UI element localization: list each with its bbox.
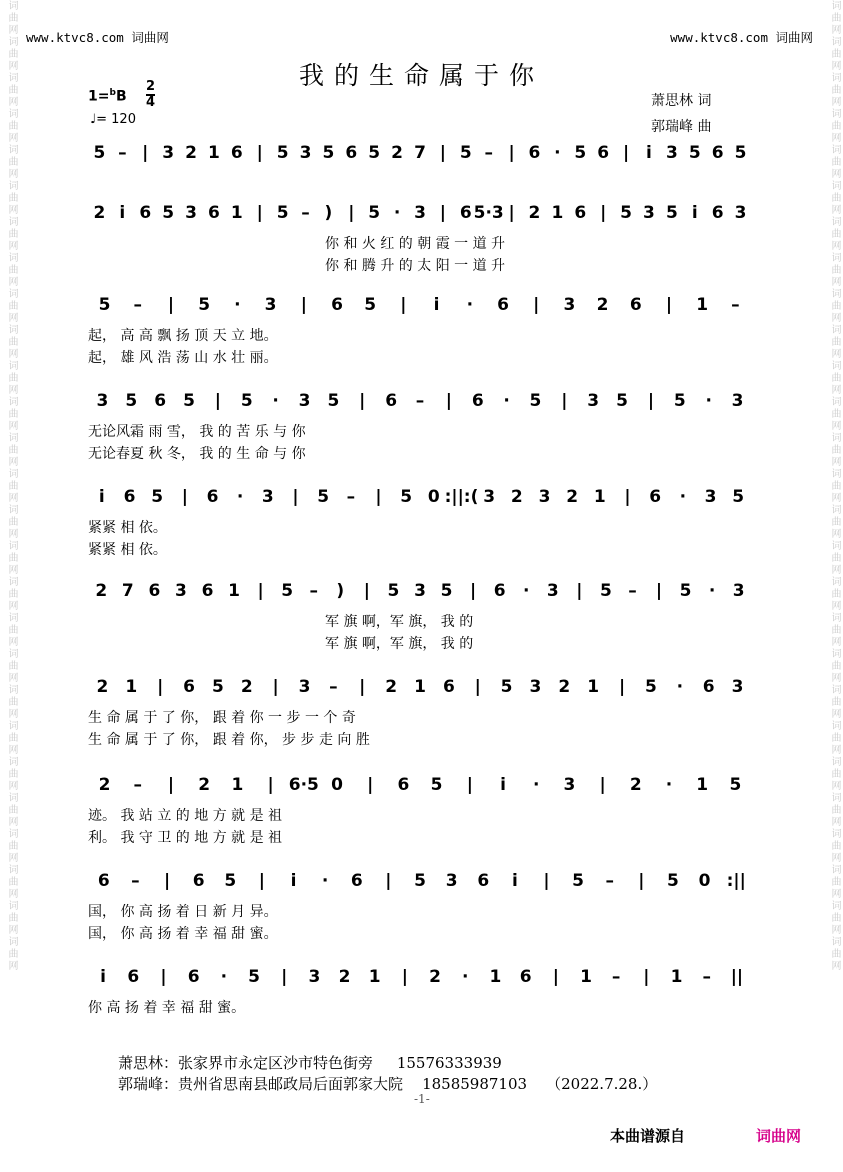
bar-line: |	[292, 487, 299, 507]
note: 1	[231, 775, 244, 795]
bar-line: |	[599, 775, 606, 795]
site-url-left[interactable]: www.ktvc8.com 词曲网	[26, 30, 169, 45]
note: )	[324, 203, 333, 223]
note: 1	[587, 677, 600, 697]
note: 5	[198, 295, 211, 315]
note: i	[98, 487, 105, 507]
note: i	[511, 871, 518, 891]
note: ·	[503, 391, 510, 411]
note: 5	[322, 143, 335, 163]
bar-line: |	[363, 581, 370, 601]
bar-line: |	[267, 775, 274, 795]
bar-line: |	[385, 871, 392, 891]
note: 5·3	[473, 203, 504, 223]
lyric-line: 军 旗 啊，军 旗， 我 的	[325, 636, 474, 652]
note: 1	[489, 967, 502, 987]
bar-line: |	[543, 871, 550, 891]
bar-line: |	[257, 581, 264, 601]
note: ·	[234, 295, 241, 315]
note: –	[415, 391, 425, 411]
bar-line: |	[167, 295, 175, 315]
bar-line: |	[638, 871, 645, 891]
note: 6	[201, 581, 214, 601]
note: 2	[558, 677, 571, 697]
note: 5	[248, 967, 260, 987]
note: 2	[96, 677, 109, 697]
note: 3	[731, 391, 744, 411]
note: 5	[281, 581, 294, 601]
note: 3	[445, 871, 458, 891]
note: 5	[500, 677, 513, 697]
note: 6	[208, 203, 220, 223]
bar-line: |	[160, 967, 167, 987]
note: 5	[276, 143, 289, 163]
note: 2	[93, 203, 106, 223]
note: 3	[261, 487, 274, 507]
note: –	[611, 967, 621, 987]
note: 6	[493, 581, 506, 601]
note: 3	[704, 487, 717, 507]
note: 5	[240, 391, 253, 411]
note: 5	[125, 391, 138, 411]
contact-lyricist: 萧思林：张家界市永定区沙市特色街旁 15576333939	[118, 1054, 502, 1072]
bar-line: |	[643, 967, 650, 987]
bar-line: |	[618, 677, 626, 697]
bar-line: |	[624, 487, 631, 507]
note: 6	[649, 487, 662, 507]
note: 5	[667, 871, 679, 891]
note: 2	[95, 581, 108, 601]
note: ·	[272, 391, 279, 411]
note: 0	[698, 871, 711, 891]
note: 2	[596, 295, 609, 315]
note: ·	[679, 487, 687, 507]
note: –	[484, 143, 493, 163]
lyric-line: 迹。 我 站 立 的 地 方 就 是 祖	[88, 808, 283, 824]
bar-line: |	[359, 677, 366, 697]
note: 3	[96, 391, 109, 411]
note: 2	[510, 487, 523, 507]
note: i	[119, 203, 126, 223]
quarter-note-icon: ♩	[90, 112, 97, 127]
lyric-line: 紧紧 相 依。	[88, 542, 167, 558]
note: 2	[385, 677, 398, 697]
page-number: -1-	[414, 1092, 430, 1106]
note: i	[646, 143, 652, 163]
note: 3	[734, 203, 747, 223]
note: 5	[616, 391, 629, 411]
note: 3	[587, 391, 600, 411]
note: i	[691, 203, 698, 223]
note: ·	[236, 487, 244, 507]
note: 6	[127, 967, 140, 987]
bar-line: |	[181, 487, 188, 507]
lyric-line: 国， 你 高 扬 着 幸 福 甜 蜜。	[88, 926, 278, 942]
contact-composer: 郭瑞峰：贵州省思南县邮政局后面郭家大院 18585987103 （2022.7.28.）	[118, 1075, 658, 1093]
composer-credit: 郭瑞峰 曲	[651, 119, 712, 135]
bar-line: |	[367, 775, 374, 795]
note: ·	[532, 775, 540, 795]
note: ·	[393, 203, 401, 223]
note: –	[346, 487, 356, 507]
note: ·	[676, 677, 684, 697]
lyric-line: 起， 雄 风 浩 荡 山 水 壮 丽。	[88, 350, 278, 366]
note: –	[131, 871, 140, 891]
bar-line: |	[167, 775, 175, 795]
note: –	[309, 581, 319, 601]
lyric-line: 国， 你 高 扬 着 日 新 月 异。	[88, 904, 278, 920]
note: 3	[643, 203, 655, 223]
lyric-line: 你 和 腾 升 的 太 阳 一 道 升	[325, 258, 506, 274]
note: 2	[391, 143, 404, 163]
note: –	[133, 295, 143, 315]
note: –	[118, 143, 127, 163]
bar-line: |	[214, 391, 222, 411]
note: 5	[368, 203, 381, 223]
bar-line: |	[600, 203, 607, 223]
note: 3	[308, 967, 321, 987]
note: 5	[572, 871, 585, 891]
lyric-line: 你 高 扬 着 幸 福 甜 蜜。	[88, 1000, 246, 1016]
bar-line: |	[163, 871, 171, 891]
note: 3	[732, 581, 745, 601]
note: 1	[368, 967, 381, 987]
bar-line: |	[561, 391, 568, 411]
note: 3	[665, 143, 678, 163]
note: 3	[731, 677, 744, 697]
note: 1	[696, 295, 709, 315]
bar-line: |	[647, 391, 655, 411]
note: 3	[298, 677, 311, 697]
note: 5	[440, 581, 453, 601]
note: i	[500, 775, 506, 795]
note: 5	[414, 871, 426, 891]
note: i	[433, 295, 440, 315]
note: 1	[230, 203, 243, 223]
note: 5	[151, 487, 164, 507]
note: 5	[679, 581, 692, 601]
note: 5	[400, 487, 413, 507]
note: 5	[224, 871, 237, 891]
bar-line: |	[508, 143, 515, 163]
note: 3	[264, 295, 277, 315]
note: 6	[459, 203, 472, 223]
note: –	[133, 775, 143, 795]
note: 1	[414, 677, 426, 697]
note: 3	[185, 203, 197, 223]
lyric-line: 生 命 属 于 了 你， 跟 着 你， 步 步 走 向 胜	[88, 732, 370, 748]
note: 5	[327, 391, 340, 411]
note: 5	[430, 775, 443, 795]
note: 5	[183, 391, 195, 411]
note: –	[329, 677, 338, 697]
note: 3	[414, 203, 426, 223]
bar-line: :||:(	[444, 487, 479, 507]
note: 3	[299, 143, 312, 163]
note: 6	[345, 143, 358, 163]
note: 6	[331, 295, 343, 315]
site-url-right[interactable]: www.ktvc8.com 词曲网	[670, 30, 813, 45]
bar-line: |	[272, 677, 279, 697]
note: ·	[554, 143, 561, 163]
note: 5	[599, 581, 612, 601]
lyricist-credit: 萧思林 词	[651, 93, 712, 109]
bar-line: |	[466, 775, 473, 795]
bar-line: |	[470, 581, 477, 601]
note: 2	[429, 967, 442, 987]
note: 5	[162, 203, 175, 223]
lyric-line: 无论风霜 雨 雪， 我 的 苦 乐 与 你	[88, 424, 306, 440]
note: 6	[574, 203, 587, 223]
bar-line: |	[375, 487, 382, 507]
lyric-line: 无论春夏 秋 冬， 我 的 生 命 与 你	[88, 446, 306, 462]
note: 6	[385, 391, 398, 411]
note: 2	[566, 487, 579, 507]
note: 6	[154, 391, 167, 411]
note: 6	[711, 203, 724, 223]
bar-line: |	[474, 677, 481, 697]
note: 1	[696, 775, 709, 795]
note: ·	[466, 295, 474, 315]
note: 0	[331, 775, 343, 795]
note: 5	[732, 487, 745, 507]
bar-line: :||	[726, 871, 746, 891]
song-title: 我的生命属于你	[298, 61, 544, 90]
note: 3	[298, 391, 311, 411]
note: 6	[230, 143, 243, 163]
lyric-line: 紧紧 相 依。	[88, 520, 167, 536]
bar-line: |	[281, 967, 288, 987]
note: 3	[529, 677, 542, 697]
note: 1	[208, 143, 220, 163]
note: 2	[338, 967, 351, 987]
bar-line: |	[401, 967, 409, 987]
bar-line: |	[655, 581, 663, 601]
note: 6	[187, 967, 200, 987]
note: i	[290, 871, 297, 891]
note: 6·5	[288, 775, 319, 795]
bar-line: |	[256, 203, 263, 223]
note: 5	[665, 203, 678, 223]
note: 7	[121, 581, 134, 601]
note: 3	[162, 143, 175, 163]
note: 6	[206, 487, 219, 507]
note: 2	[98, 775, 111, 795]
note: 6	[477, 871, 490, 891]
note: 5	[387, 581, 400, 601]
note: 3	[563, 295, 576, 315]
note: 6	[497, 295, 509, 315]
note: 6	[397, 775, 410, 795]
bar-line: |	[508, 203, 515, 223]
bar-line: |	[400, 295, 407, 315]
note: –	[731, 295, 740, 315]
note: i	[100, 967, 107, 987]
tempo-marking: ♩= 120	[90, 112, 136, 127]
note: 2	[198, 775, 211, 795]
bar-line: |	[157, 677, 164, 697]
note: 7	[414, 143, 426, 163]
note: 2	[528, 203, 541, 223]
note: ·	[220, 967, 228, 987]
note: –	[702, 967, 711, 987]
lyric-line: 起， 高 高 飘 扬 顶 天 立 地。	[88, 328, 278, 344]
key-signature: 1=$^b$B	[88, 88, 127, 105]
note: 6	[629, 295, 642, 315]
brand-logo[interactable]: 词曲网	[756, 1127, 802, 1145]
bar-line: |	[142, 143, 149, 163]
watermark-left: 词曲网词曲网词曲网词曲网词曲网词曲网词曲网词曲网词曲网词曲网词曲网词曲网词曲网词曲网词曲网词曲网词曲网词曲网词曲网词曲网词曲网词曲网词曲网词曲网词曲网词曲网词曲网	[6, 0, 17, 972]
note: 5	[574, 143, 587, 163]
note: 6	[471, 391, 484, 411]
note: ·	[523, 581, 530, 601]
bar-line: |	[576, 581, 583, 601]
note: 6	[183, 677, 195, 697]
note: 5	[368, 143, 381, 163]
note: –	[301, 203, 310, 223]
note: 6	[597, 143, 610, 163]
lyric-line: 军 旗 啊，军 旗， 我 的	[325, 614, 474, 630]
note: 5	[729, 775, 742, 795]
note: 5	[529, 391, 542, 411]
note: 2	[240, 677, 253, 697]
note: 6	[519, 967, 532, 987]
bar-line: |	[300, 295, 307, 315]
note: 1	[670, 967, 683, 987]
bar-line: |	[665, 295, 673, 315]
note: 5	[98, 295, 111, 315]
note: ·	[462, 967, 469, 987]
bar-line: |	[439, 203, 447, 223]
note: 6	[192, 871, 205, 891]
note: 2	[185, 143, 197, 163]
note: 5	[673, 391, 686, 411]
note: ·	[705, 391, 712, 411]
note: 3	[538, 487, 551, 507]
note: 1	[228, 581, 241, 601]
source-label: 本曲谱源自	[610, 1127, 686, 1145]
note: 1	[125, 677, 138, 697]
bar-line: |	[533, 295, 540, 315]
note: 6	[711, 143, 724, 163]
note: )	[336, 581, 345, 601]
note: 0	[427, 487, 440, 507]
note: 5	[734, 143, 747, 163]
note: 1	[551, 203, 564, 223]
bar-line: |	[256, 143, 263, 163]
note: 5	[645, 677, 657, 697]
note: 3	[175, 581, 187, 601]
note: 3	[414, 581, 426, 601]
bar-line: |	[439, 143, 447, 163]
time-signature: 2 4	[146, 79, 156, 110]
note: 1	[580, 967, 592, 987]
note: 5	[93, 143, 106, 163]
note: 6	[528, 143, 541, 163]
note: 5	[211, 677, 224, 697]
lyric-line: 利。 我 守 卫 的 地 方 就 是 祖	[88, 830, 283, 846]
note: 5	[364, 295, 377, 315]
note: 6	[139, 203, 152, 223]
note: 6	[123, 487, 136, 507]
note: 1	[593, 487, 606, 507]
note: –	[628, 581, 637, 601]
note: 3	[546, 581, 559, 601]
bar-line: ||	[730, 967, 744, 987]
bar-line: |	[359, 391, 366, 411]
note: 5	[276, 203, 289, 223]
lyric-line: 生 命 属 于 了 你， 跟 着 你 一 步 一 个 奇	[88, 710, 356, 726]
bar-line: |	[445, 391, 452, 411]
bar-line: |	[622, 143, 630, 163]
note: 3	[563, 775, 576, 795]
note: –	[605, 871, 614, 891]
note: 5	[459, 143, 472, 163]
note: 6	[97, 871, 110, 891]
note: 5	[620, 203, 632, 223]
note: 5	[688, 143, 701, 163]
note: 6	[148, 581, 161, 601]
note: ·	[321, 871, 329, 891]
lyric-line: 你 和 火 红 的 朝 霞 一 道 升	[325, 236, 506, 252]
note: 6	[350, 871, 363, 891]
note: 6	[702, 677, 715, 697]
note: 6	[442, 677, 455, 697]
bar-line: |	[552, 967, 559, 987]
note: 5	[317, 487, 330, 507]
note: ·	[665, 775, 673, 795]
note: ·	[708, 581, 716, 601]
bar-line: |	[348, 203, 355, 223]
note: 3	[483, 487, 496, 507]
bar-line: |	[258, 871, 266, 891]
note: 2	[629, 775, 642, 795]
watermark-right: 词曲网词曲网词曲网词曲网词曲网词曲网词曲网词曲网词曲网词曲网词曲网词曲网词曲网词曲网词曲网词曲网词曲网词曲网词曲网词曲网词曲网词曲网词曲网词曲网词曲网词曲网词曲网	[829, 0, 840, 972]
